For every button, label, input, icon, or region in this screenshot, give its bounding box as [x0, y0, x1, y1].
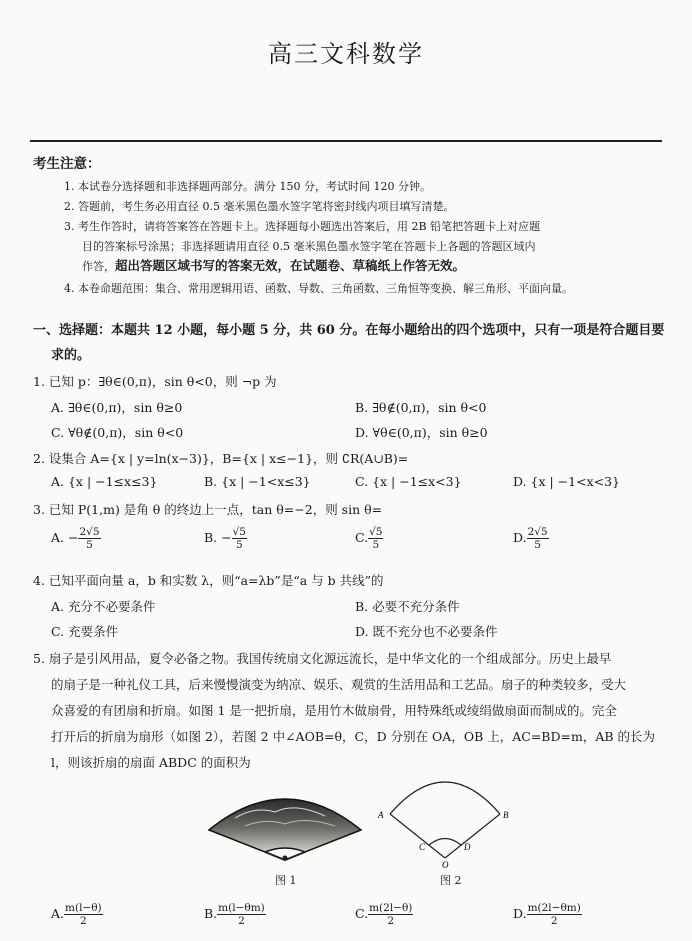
q5-option-a-label: A.: [51, 906, 65, 921]
q3-option-a-label: A. −: [51, 530, 79, 545]
numerator: m(l−θ): [65, 902, 102, 914]
q3-option-c-label: C.: [355, 530, 369, 545]
denominator: 5: [534, 539, 541, 551]
notice-item-2: 2. 答题前，考生务必用直径 0.5 毫米黑色墨水签字笔将密封线内项目填写清楚。: [64, 200, 455, 213]
q5-stem-line-4: 打开后的折扇为扇形（如图 2），若图 2 中∠AOB=θ，C，D 分别在 OA，OB 上，AC=BD=m，AB 的长为: [51, 729, 656, 744]
notice-item-3-end-text: 作答，: [82, 260, 115, 273]
q4-stem: 4. 已知平面向量 a，b 和实数 λ，则“a=λb”是“a 与 b 共线”的: [33, 573, 384, 588]
q1-option-a: A. ∃θ∈(0,π)，sin θ≥0: [51, 400, 183, 415]
point-b-label: B: [503, 810, 509, 820]
q5-stem-line-3: 众喜爱的有团扇和折扇。如图 1 是一把折扇，是用竹木做扇骨，用特殊纸或绫绢做扇面而制成的。完全: [51, 703, 617, 718]
notice-item-3-end: [82, 256, 465, 274]
numerator: 2√5: [79, 526, 100, 538]
q5-option-c: [355, 902, 413, 927]
q4-option-d: D. 既不充分也不必要条件: [355, 624, 498, 639]
sector-diagram: [372, 778, 517, 870]
q4-option-a: A. 充分不必要条件: [51, 599, 156, 614]
section-heading: 一、选择题：本题共 12 小题，每小题 5 分，共 60 分。在每小题给出的四个选项中，只有一项是符合题目要: [33, 323, 665, 338]
q5-option-c-label: C.: [355, 906, 369, 921]
figure-2-caption: 图 2: [440, 874, 462, 887]
q1-option-d: D. ∀θ∈(0,π)，sin θ≥0: [355, 425, 488, 440]
point-c-label: C: [419, 842, 426, 852]
notice-item-3: 3. 考生作答时，请将答案答在答题卡上。选择题每小题选出答案后，用 2B 铅笔把答题卡上对应题: [64, 220, 541, 233]
section-heading-cont: 求的。: [51, 348, 91, 363]
q3-option-b-label: B. −: [204, 530, 232, 545]
q1-stem: 1. 已知 p：∃θ∈(0,π)，sin θ<0，则 ¬p 为: [33, 374, 277, 389]
notice-warning: 超出答题区域书写的答案无效，在试题卷、草稿纸上作答无效。: [115, 258, 466, 273]
q3-option-d: [513, 526, 549, 551]
q5-option-d-fraction: [527, 902, 582, 927]
q5-option-b: [204, 902, 266, 927]
notice-item-3-cont: 目的答案标号涂黑；非选择题请用直径 0.5 毫米黑色墨水签字笔在答题卡上各题的答题区域内: [82, 240, 536, 253]
q5-option-d: [513, 902, 582, 927]
q3-stem: 3. 已知 P(1,m) 是角 θ 的终边上一点，tan θ=−2，则 sin θ=: [33, 502, 383, 517]
q5-option-b-fraction: [217, 902, 266, 927]
denominator: 5: [372, 539, 380, 551]
numerator: √5: [369, 526, 383, 538]
point-o-label: O: [442, 860, 449, 870]
q1-option-c: C. ∀θ∉(0,π)，sin θ<0: [51, 425, 184, 440]
numerator: 2√5: [527, 526, 548, 538]
figure-1-caption: 图 1: [275, 874, 297, 887]
q3-option-b: [204, 526, 247, 551]
q5-option-b-label: B.: [204, 906, 218, 921]
q3-option-c-fraction: [368, 526, 383, 551]
q2-option-b: B. {x | −1<x≤3}: [204, 474, 311, 489]
q5-stem-line-1: 5. 扇子是引风用品，夏令必备之物。我国传统扇文化源远流长，是中华文化的一个组成部分。历史上最早: [33, 651, 612, 666]
numerator: m(l−θm): [218, 902, 265, 914]
q5-option-a: [51, 902, 103, 927]
q5-option-c-fraction: [368, 902, 413, 927]
q2-option-a: A. {x | −1≤x≤3}: [51, 474, 158, 489]
q5-option-d-label: D.: [513, 906, 527, 921]
q5-stem-line-2: 的扇子是一种礼仪工具，后来慢慢演变为纳凉、娱乐、观赏的生活用品和工艺品。扇子的种类较多，受大: [51, 677, 627, 692]
point-d-label: D: [464, 842, 471, 852]
q3-option-a: [51, 526, 101, 551]
denominator: 5: [86, 539, 93, 551]
notice-heading: 考生注意：: [33, 156, 101, 172]
folding-fan-figure: [205, 782, 365, 862]
q2-option-c: C. {x | −1≤x<3}: [355, 474, 462, 489]
numerator: m(2l−θm): [527, 902, 581, 914]
denominator: 5: [235, 539, 243, 551]
q3-option-a-fraction: [78, 526, 100, 551]
page-title: 高三文科数学: [268, 40, 424, 68]
q5-option-a-fraction: [64, 902, 103, 927]
q3-option-d-label: D.: [513, 530, 527, 545]
q3-option-b-fraction: [232, 526, 247, 551]
notice-item-4: 4. 本卷命题范围：集合、常用逻辑用语、函数、导数、三角函数、三角恒等变换、解三角形、平面向量。: [64, 282, 573, 295]
q3-option-d-fraction: [527, 526, 549, 551]
point-a-label: A: [378, 810, 384, 820]
notice-item-1: 1. 本试卷分选择题和非选择题两部分。满分 150 分，考试时间 120 分钟。: [64, 180, 431, 193]
denominator: 2: [79, 915, 87, 927]
q4-option-b: B. 必要不充分条件: [355, 599, 460, 614]
denominator: 2: [550, 915, 558, 927]
q2-option-d: D. {x | −1<x<3}: [513, 474, 621, 489]
denominator: 2: [387, 915, 395, 927]
q2-stem: 2. 设集合 A={x | y=ln(x−3)}，B={x | x≤−1}，则 ∁R(A∪B)=: [33, 451, 409, 466]
q1-option-b: B. ∃θ∉(0,π)，sin θ<0: [355, 400, 487, 415]
denominator: 2: [238, 915, 245, 927]
q3-option-c: [355, 526, 383, 551]
numerator: m(2l−θ): [369, 902, 413, 914]
numerator: √5: [232, 526, 246, 538]
q4-option-c: C. 充要条件: [51, 624, 119, 639]
q5-stem-line-5: l，则该折扇的扇面 ABDC 的面积为: [51, 755, 251, 770]
title-divider: [30, 140, 662, 142]
